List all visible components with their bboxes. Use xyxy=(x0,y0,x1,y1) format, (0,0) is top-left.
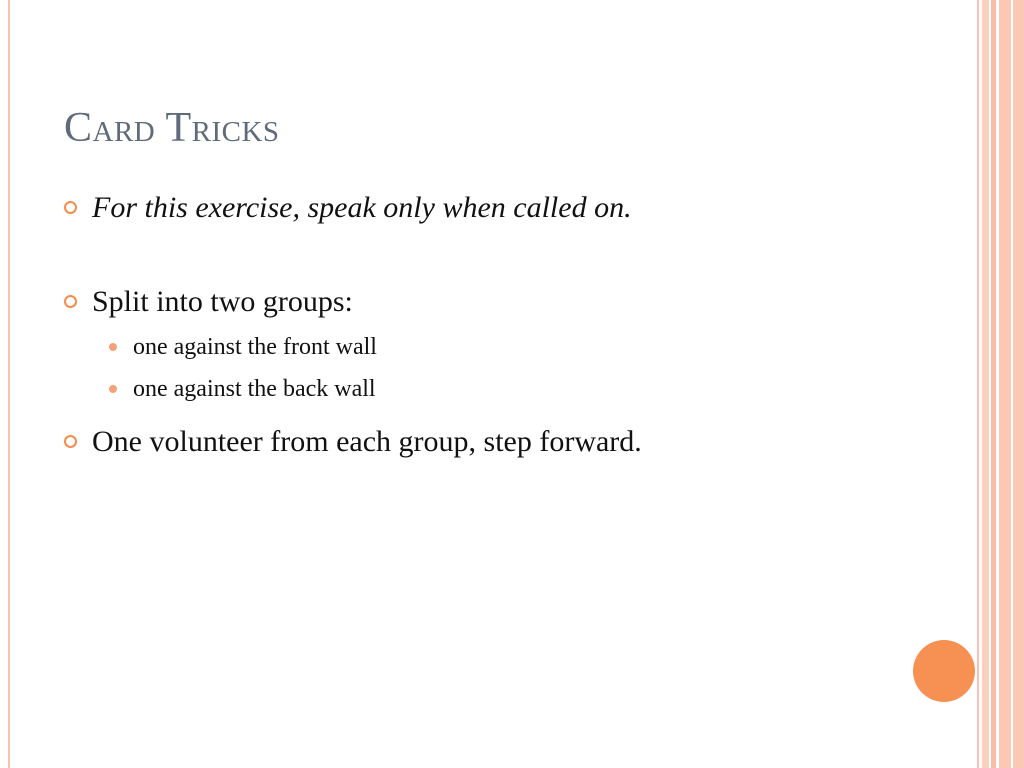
hollow-circle-icon xyxy=(64,201,77,214)
right-border-stripe xyxy=(982,0,989,768)
right-border-stripe xyxy=(1013,0,1024,768)
hollow-circle-icon xyxy=(64,435,77,448)
bullet-item xyxy=(64,188,944,228)
slide-title: Card Tricks xyxy=(64,105,280,151)
sub-bullet-list xyxy=(64,326,944,410)
bullet-item xyxy=(64,422,944,462)
filled-dot-icon xyxy=(109,343,117,351)
right-border-stripe xyxy=(999,0,1011,768)
decorative-circle xyxy=(913,640,975,702)
filled-dot-icon xyxy=(109,385,117,393)
bullet-list xyxy=(64,188,944,462)
hollow-circle-icon xyxy=(64,295,77,308)
right-border-stripe xyxy=(977,0,979,768)
bullet-text: One volunteer from each group, step forward. xyxy=(92,425,642,458)
sub-bullet-item xyxy=(64,326,944,368)
bullet-text: Split into two groups: xyxy=(92,285,353,318)
bullet-text: For this exercise, speak only when called on. xyxy=(92,191,632,224)
sub-bullet-text: one against the front wall xyxy=(133,334,377,360)
bullet-item xyxy=(64,282,944,410)
left-border-line xyxy=(8,0,10,768)
sub-bullet-item xyxy=(64,368,944,410)
sub-bullet-text: one against the back wall xyxy=(133,376,376,402)
